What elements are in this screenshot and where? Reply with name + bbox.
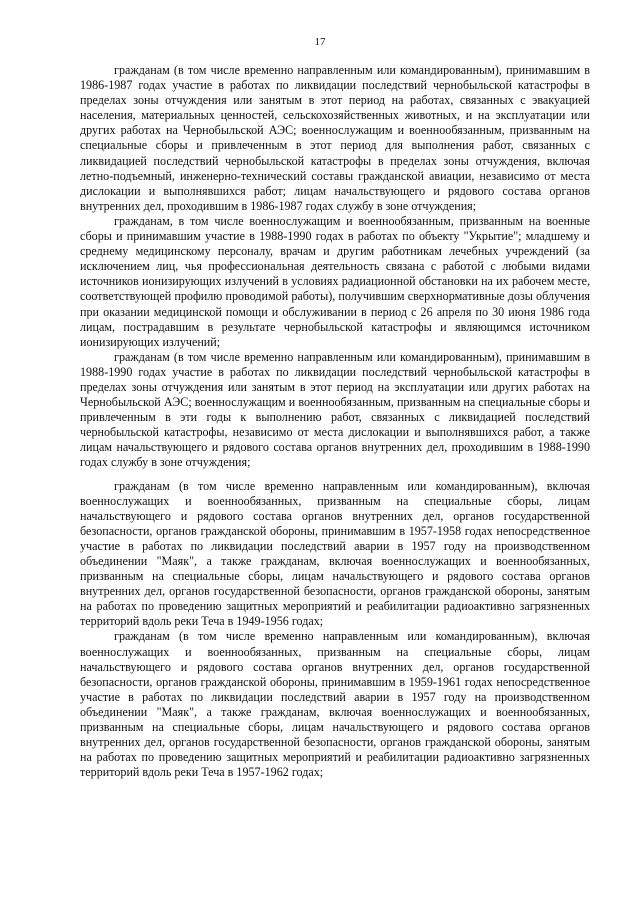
page-number: 17	[314, 36, 326, 48]
paragraph: гражданам (в том числе временно направленным или командированным), принимавшим в 1988-1990 годах участие в работах по ликвидации последствий чернобыльской катастрофы в пределах зоны отчуждения или занятым в этот период на эксплуатации или других работах на Чернобыльской АЭС; военнослужащим и военнообязанным, призванным на специальные сборы и привлеченным в эти годы к выполнению работ, связанных с ликвидацией последствий чернобыльской катастрофы, независимо от места дислокации и выполнявшихся работ, а также лицам начальствующего и рядового состава органов внутренних дел, проходившим в 1988-1990 годах службу в зоне отчуждения;	[80, 349, 590, 470]
paragraph: гражданам (в том числе временно направленным или командированным), принимавшим в 1986-1987 годах участие в работах по ликвидации последствий чернобыльской катастрофы в пределах зоны отчуждения или занятым в этот период на работах, связанных с эвакуацией населения, материальных ценностей, сельскохозяйственных животных, и на эксплуатации или других работах на Чернобыльской АЭС; военнослужащим и военнообязанным, призванным на специальные сборы и привлеченным в этот период для выполнения работ, связанных с ликвидацией последствий чернобыльской катастрофы в пределах зоны отчуждения, включая летно-подъемный, инженерно-технический составы гражданской авиации, независимо от места дислокации и выполнявшихся работ; лицам начальствующего и рядового состава органов внутренних дел, проходившим в 1986-1987 годах службу в зоне отчуждения;	[80, 63, 590, 213]
document-body	[80, 63, 590, 780]
paragraph: гражданам (в том числе временно направленным или командированным), включая военнослужащих и военнообязанных, призванным на специальные сборы, лицам начальствующего и рядового состава органов внутренних дел, органов государственной безопасности, органов гражданской обороны, принимавшим в 1957-1958 годах непосредственное участие в работах по ликвидации последствий аварии в 1957 году на производственном объединении "Маяк", а также гражданам, включая военнослужащих и военнообязанных, призванным на специальные сборы, лицам начальствующего и рядового состава органов внутренних дел, органов государственной безопасности, органов гражданской обороны, занятым на работах по проведению защитных мероприятий и реабилитации радиоактивно загрязненных территорий вдоль реки Теча в 1949-1956 годах;	[80, 478, 590, 629]
paragraph: гражданам (в том числе временно направленным или командированным), включая военнослужащих и военнообязанных, призванным на специальные сборы, лицам начальствующего и рядового состава органов внутренних дел, органов государственной безопасности, органов гражданской обороны, принимавшим в 1959-1961 годах непосредственное участие в работах по ликвидации последствий аварии в 1957 году на производственном объединении "Маяк", а также гражданам, включая военнослужащих и военнообязанных, призванным на специальные сборы, лицам начальствующего и рядового состава органов внутренних дел, органов государственной безопасности, органов гражданской обороны, занятым на работах по проведению защитных мероприятий и реабилитации радиоактивно загрязненных территорий вдоль реки Теча в 1957-1962 годах;	[80, 629, 590, 780]
paragraph: гражданам, в том числе военнослужащим и военнообязанным, призванным на военные сборы и принимавшим участие в 1988-1990 годах в работах по объекту "Укрытие"; младшему и среднему медицинскому персоналу, врачам и другим работникам лечебных учреждений (за исключением лиц, чья профессиональная деятельность связана с работой с любыми видами источников ионизирующих излучений в условиях радиационной обстановки на их рабочем месте, соответствующей профилю проводимой работы), получившим сверхнормативные дозы облучения при оказании медицинской помощи и обслуживании в период с 26 апреля по 30 июня 1986 года лицам, пострадавшим в результате чернобыльской катастрофы и являющимся источником ионизирующих излучений;	[80, 213, 590, 349]
